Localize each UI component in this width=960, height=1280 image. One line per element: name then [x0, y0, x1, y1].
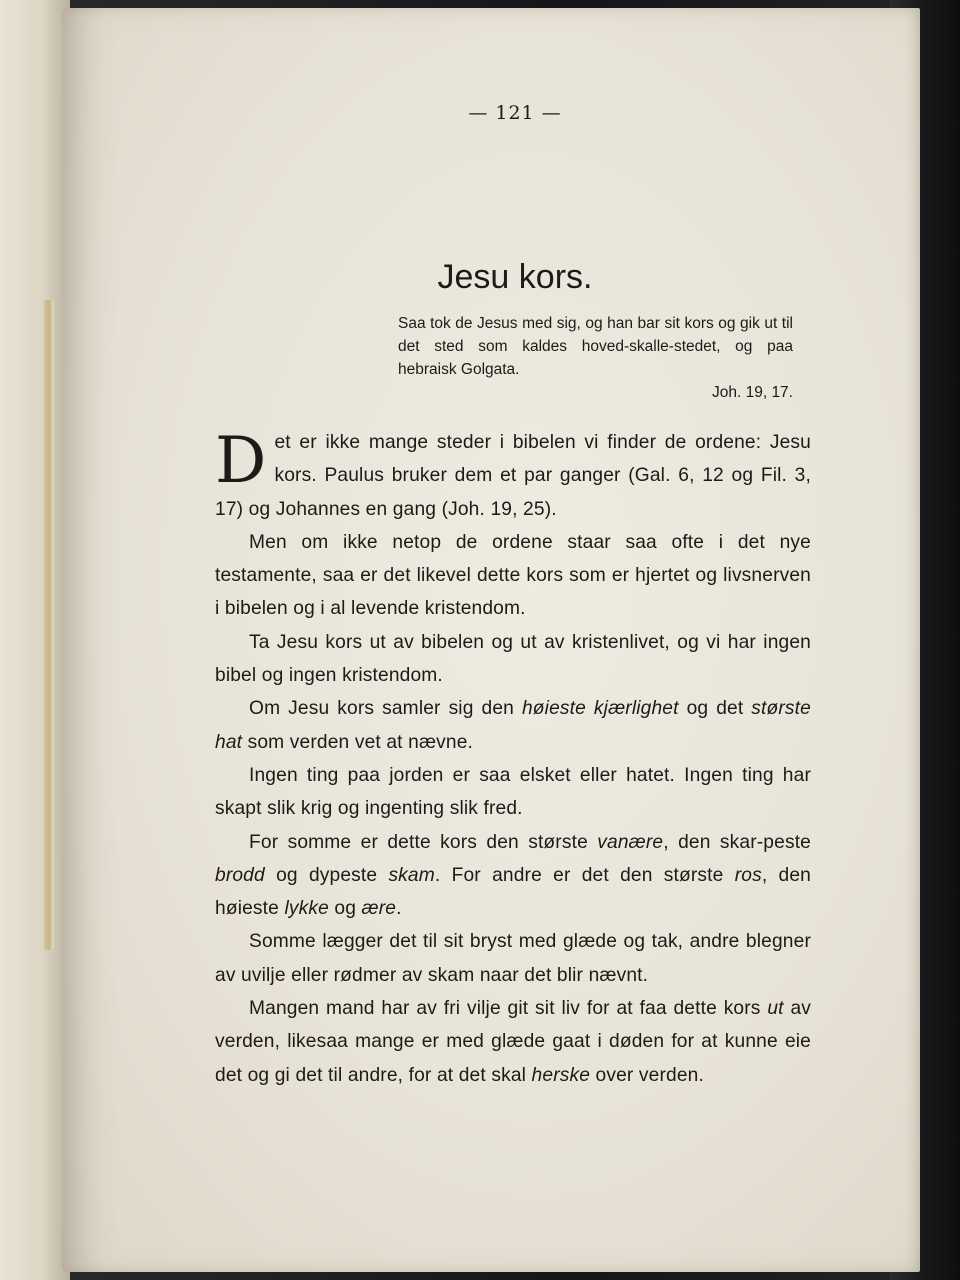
page-edge-stack: [44, 300, 54, 950]
text-run: Ingen ting paa jorden er saa elsket eller hatet. Ingen ting har skapt slik krig og ingenting slik fred.: [215, 764, 811, 820]
text-run: For somme er dette kors den største: [249, 831, 598, 853]
emphasized-text: lykke: [284, 898, 329, 920]
text-run: over verden.: [590, 1064, 704, 1086]
paragraph: [215, 626, 811, 693]
body-text: [215, 426, 811, 1092]
emphasized-text: ut: [767, 998, 784, 1020]
text-run: og dypeste: [264, 864, 389, 886]
emphasized-text: brodd: [215, 864, 265, 886]
epigraph: [398, 312, 793, 404]
text-run: av verden, likesaa mange er med glæde gaat i døden for at kunne eie det og gi det til andre, for at det skal: [215, 998, 812, 1086]
emphasized-text: vanære: [597, 831, 664, 853]
paragraph: [215, 992, 811, 1092]
emphasized-text: høieste kjærlighet: [521, 698, 679, 720]
text-run: . For andre er det den største: [434, 864, 735, 886]
text-run: Mangen mand har av fri vilje git sit liv for at faa dette kors: [249, 998, 768, 1020]
epigraph-text: Saa tok de Jesus med sig, og han bar sit kors og gik ut til det sted som kaldes hoved-skalle-stedet, og paa hebraisk Golgata.: [398, 315, 793, 378]
text-run: og det: [678, 698, 752, 720]
page-number: — 121 —: [468, 102, 562, 124]
emphasized-text: største hat: [215, 698, 811, 753]
drop-cap: D: [215, 424, 267, 498]
text-run: Om Jesu kors samler sig den: [249, 698, 522, 720]
text-run: Ta Jesu kors ut av bibelen og ut av kristenlivet, og vi har ingen bibel og ingen kristendom.: [215, 631, 811, 687]
paragraph: [215, 759, 811, 826]
paragraph: [215, 692, 811, 759]
paragraph: [215, 526, 811, 626]
text-run: , den skar-peste: [663, 831, 811, 853]
text-run: og: [328, 898, 362, 920]
emphasized-text: ære: [361, 898, 397, 920]
paragraph: [215, 826, 811, 926]
emphasized-text: ros: [734, 864, 762, 886]
chapter-title: Jesu kors.: [437, 258, 593, 296]
text-run: et er ikke mange steder i bibelen vi finder de ordene: Jesu kors. Paulus bruker dem et par ganger (Gal. 6, 12 og Fil. 3, 17) og Johannes en gang (Joh. 19, 25).: [215, 432, 811, 520]
text-run: , den høieste: [215, 864, 811, 920]
book-page: [62, 8, 920, 1272]
emphasized-text: skam: [388, 864, 435, 886]
left-page: [0, 0, 70, 1280]
text-run: Men om ikke netop de ordene staar saa ofte i det nye testamente, saa er det likevel dette kors som er hjertet og livsnerven i bibelen og i al levende kristendom.: [215, 531, 811, 620]
paragraph: [215, 925, 811, 992]
text-run: som verden vet at nævne.: [242, 731, 474, 753]
text-run: Somme lægger det til sit bryst med glæde og tak, andre blegner av uvilje eller rødmer av skam naar det blir nævnt.: [215, 931, 811, 986]
paragraph: [215, 426, 811, 526]
emphasized-text: herske: [531, 1064, 591, 1086]
text-run: .: [396, 898, 402, 920]
epigraph-reference: Joh. 19, 17.: [711, 384, 793, 401]
